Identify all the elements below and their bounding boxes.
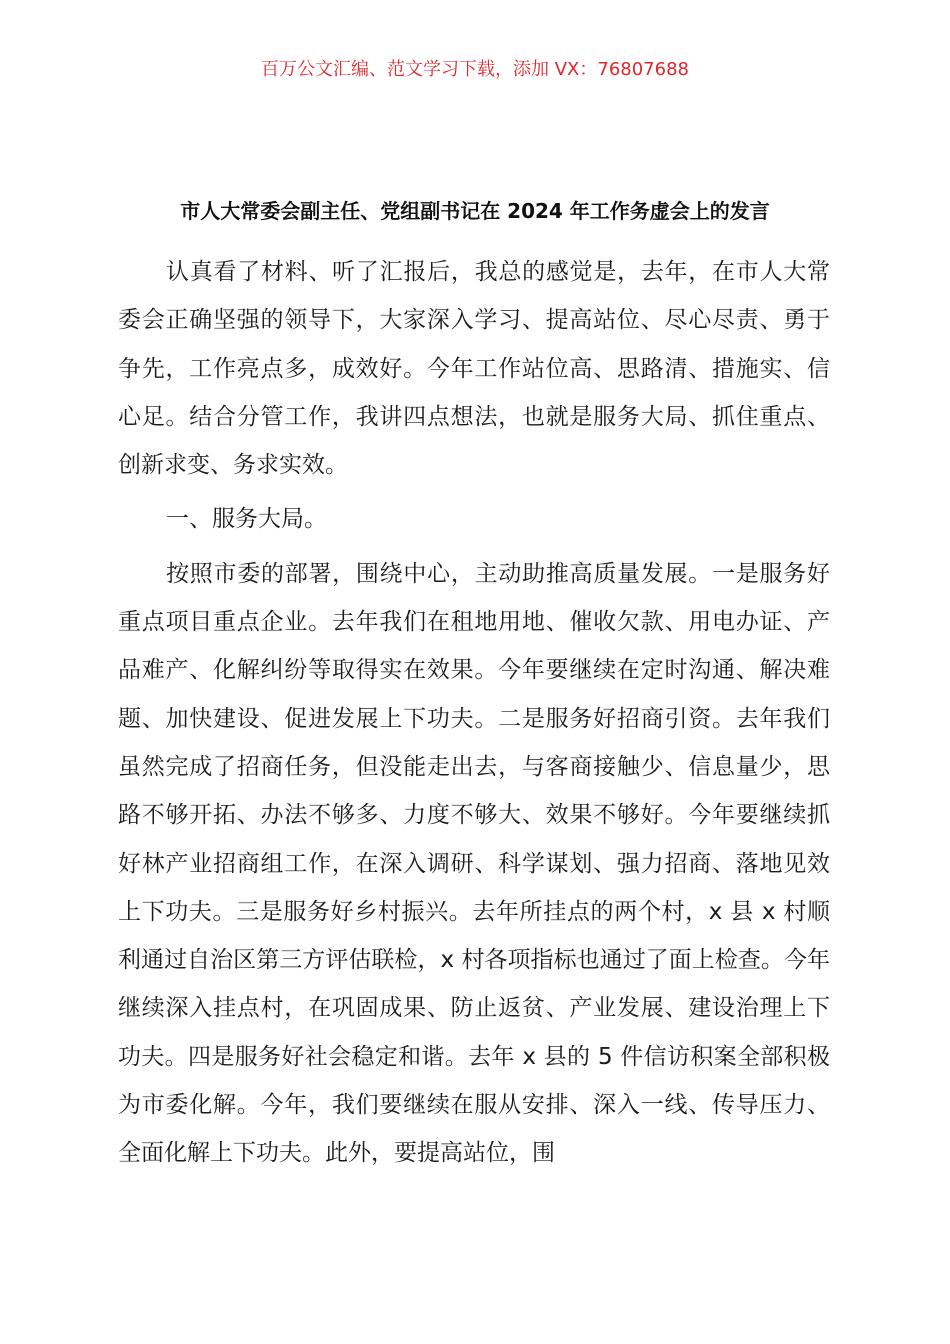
document-title: 市人大常委会副主任、党组副书记在 2024 年工作务虚会上的发言: [180, 199, 770, 223]
section-one-paragraph: 按照市委的部署，围绕中心，主动助推高质量发展。一是服务好重点项目重点企业。去年我们在租地用地、催收欠款、用电办证、产品难产、化解纠纷等取得实在效果。今年要继续在定时沟通、解决难题、加快建设、促进发展上下功夫。二是服务好招商引资。去年我们虽然完成了招商任务，但没能走出去，与客商接触少、信息量少，思路不够开拓、办法不够多、力度不够大、效果不够好。今年要继续抓好林产业招商组工作，在深入调研、科学谋划、强力招商、落地见效上下功夫。三是服务好乡村振兴。去年所挂点的两个村，x 县 x 村顺利通过自治区第三方评估联检，x 村各项指标也通过了面上检查。今年继续深入挂点村，在巩固成果、防止返贫、产业发展、建设治理上下功夫。四是服务好社会稳定和谐。去年 x 县的 5 件信访积案全部积极为市委化解。今年，我们要继续在服从安排、深入一线、传导压力、全面化解上下功夫。此外，要提高站位，围: [118, 560, 830, 1167]
header-banner: 百万公文汇编、范文学习下载，添加 VX：76807688: [261, 59, 689, 80]
intro-paragraph: 认真看了材料、听了汇报后，我总的感觉是，去年，在市人大常委会正确坚强的领导下，大家深入学习、提高站位、尽心尽责、勇于争先，工作亮点多，成效好。今年工作站位高、思路清、措施实、信心足。结合分管工作，我讲四点想法，也就是服务大局、抓住重点、创新求变、务求实效。: [118, 259, 830, 479]
document-body: [118, 218, 830, 1178]
section-one-heading: 一、服务大局。: [166, 506, 327, 533]
